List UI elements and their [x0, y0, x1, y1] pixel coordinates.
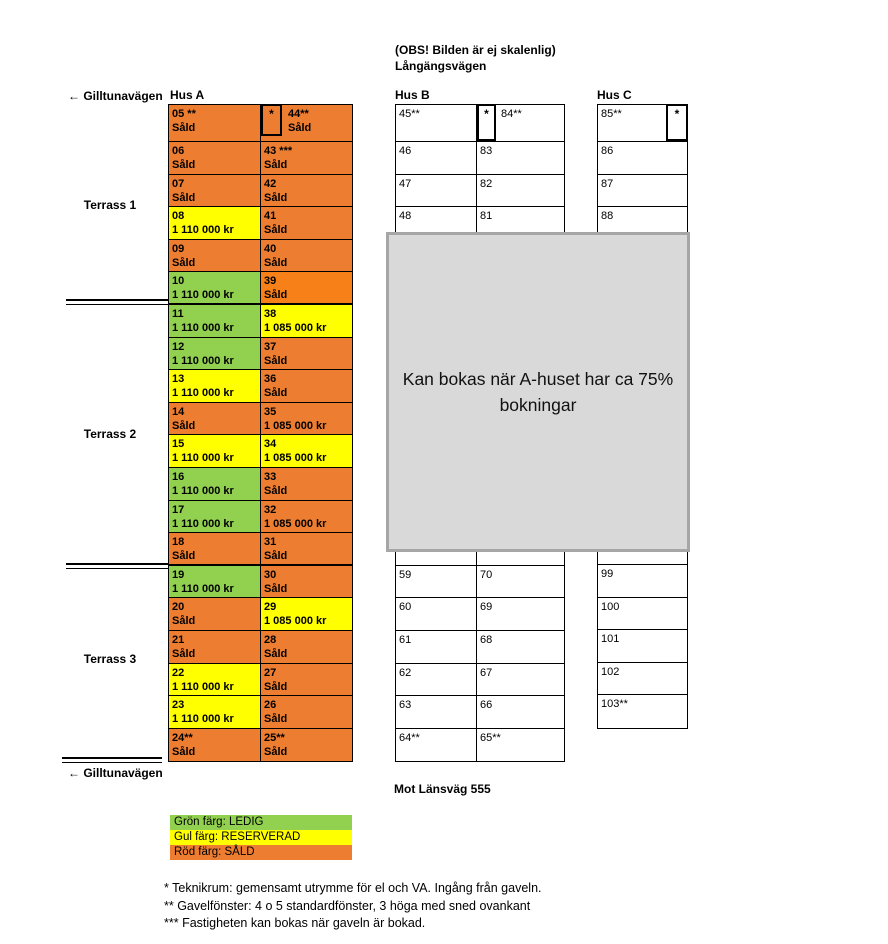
unit-number: 26 — [264, 699, 277, 712]
unit-cell — [598, 663, 687, 695]
unit-cell — [261, 468, 352, 500]
unit-cell — [396, 631, 477, 663]
unit-status: Såld — [172, 745, 196, 758]
unit-status: Såld — [172, 159, 196, 171]
unit-cell — [169, 664, 261, 696]
hus-b-row — [396, 566, 564, 599]
hus-a-row — [169, 664, 352, 697]
unit-cell — [169, 566, 261, 598]
unit-cell — [169, 533, 261, 564]
unit-number: 65** — [480, 731, 501, 744]
unit-cell — [477, 105, 564, 141]
footnote-line: *** Fastigheten kan bokas när gaveln är bokad. — [164, 916, 426, 930]
unit-cell — [396, 696, 477, 728]
unit-cell — [261, 105, 352, 141]
unit-number: 10 — [172, 275, 185, 288]
unit-cell — [477, 566, 564, 598]
hus-c-title: Hus C — [597, 88, 632, 102]
unit-cell — [261, 664, 352, 696]
hus-a-row — [169, 305, 352, 338]
unit-cell — [598, 598, 687, 630]
unit-status: Såld — [264, 289, 288, 302]
footnotes — [164, 880, 542, 933]
hus-a-row — [169, 631, 352, 664]
legend-row: Röd färg: SÅLD — [170, 845, 352, 860]
unit-cell — [169, 598, 261, 630]
hus-c-row — [598, 663, 687, 696]
unit-cell — [396, 175, 477, 207]
unit-cell — [169, 403, 261, 435]
terrace-separator-1 — [66, 299, 168, 305]
unit-status: Såld — [172, 647, 196, 660]
unit-status: Såld — [264, 680, 288, 693]
unit-cell — [261, 338, 352, 370]
unit-number: 06 — [172, 145, 185, 157]
hus-c-row — [598, 695, 687, 728]
hus-c-row — [598, 105, 687, 142]
asterisk-icon: * — [269, 107, 274, 121]
hus-a-row — [169, 338, 352, 371]
unit-cell — [261, 207, 352, 239]
hus-a-row — [169, 370, 352, 403]
unit-cell — [477, 175, 564, 207]
hus-b-title: Hus B — [395, 88, 430, 102]
unit-cell — [169, 501, 261, 533]
street-label-langangsvagen: Långängsvägen — [395, 59, 487, 73]
unit-cell — [261, 142, 352, 174]
unit-number: 81 — [480, 210, 493, 223]
unit-number: 28 — [264, 633, 277, 646]
unit-status: 1 085 000 kr — [264, 321, 327, 334]
unit-number: 15 — [172, 438, 185, 451]
unit-status: Såld — [264, 550, 288, 563]
unit-cell — [169, 175, 261, 207]
unit-number: 17 — [172, 503, 185, 516]
unit-status: 1 110 000 kr — [172, 387, 234, 400]
unit-number: 25** — [264, 731, 285, 744]
unit-status: Såld — [172, 419, 196, 432]
unit-cell — [169, 370, 261, 402]
unit-status: Såld — [288, 122, 312, 134]
unit-cell — [261, 305, 352, 337]
unit-cell — [169, 338, 261, 370]
unit-cell — [261, 533, 352, 564]
hus-a-row — [169, 468, 352, 501]
unit-cell — [598, 105, 687, 141]
unit-number: 100 — [601, 600, 620, 613]
terrace-2-label: Terrass 2 — [83, 427, 137, 441]
unit-cell — [477, 598, 564, 630]
unit-number: 43 *** — [264, 145, 293, 157]
hus-b-row — [396, 142, 564, 175]
unit-status: 1 110 000 kr — [172, 224, 234, 237]
unit-number: 66 — [480, 699, 493, 712]
unit-status: 1 110 000 kr — [172, 713, 234, 726]
asterisk-icon: * — [484, 107, 489, 121]
terrace-1-label: Terrass 1 — [83, 198, 137, 212]
hus-a-row — [169, 207, 352, 240]
unit-number: 60 — [399, 601, 412, 614]
unit-status: 1 110 000 kr — [172, 680, 234, 693]
unit-number: 68 — [480, 633, 493, 646]
unit-number: 07 — [172, 177, 185, 190]
hus-a-row — [169, 566, 352, 599]
unit-status: 1 110 000 kr — [172, 484, 234, 497]
unit-number: 87 — [601, 177, 614, 190]
unit-status: Såld — [264, 484, 288, 497]
unit-number: 08 — [172, 210, 185, 223]
teknikrum-star-cell — [261, 105, 282, 136]
unit-cell — [396, 566, 477, 598]
unit-cell — [598, 630, 687, 662]
unit-number: 62 — [399, 666, 412, 679]
unit-number: 12 — [172, 340, 185, 353]
unit-number: 82 — [480, 177, 493, 190]
unit-number: 61 — [399, 633, 412, 646]
unit-number: 88 — [601, 210, 614, 223]
unit-status: 1 110 000 kr — [172, 582, 234, 595]
unit-status: Såld — [264, 745, 288, 758]
unit-status: Såld — [264, 224, 288, 237]
unit-cell — [169, 105, 261, 141]
unit-cell — [169, 435, 261, 467]
unit-cell — [396, 142, 477, 174]
hus-a-row — [169, 142, 352, 175]
unit-cell — [598, 175, 687, 207]
booking-condition-overlay — [386, 232, 690, 552]
unit-number: 14 — [172, 405, 185, 418]
unit-cell — [261, 175, 352, 207]
terrace-separator-3 — [62, 757, 162, 763]
unit-status: Såld — [172, 256, 196, 269]
unit-cell — [169, 240, 261, 272]
unit-cell — [598, 695, 687, 728]
unit-status: 1 110 000 kr — [172, 321, 234, 334]
unit-status: Såld — [264, 387, 288, 400]
hus-c-row — [598, 565, 687, 598]
unit-number: 47 — [399, 177, 412, 190]
unit-cell — [261, 370, 352, 402]
unit-cell — [261, 566, 352, 598]
unit-cell — [169, 696, 261, 728]
unit-cell — [169, 468, 261, 500]
hus-a-row — [169, 175, 352, 208]
unit-number: 20 — [172, 601, 185, 614]
unit-cell — [261, 598, 352, 630]
unit-number: 39 — [264, 275, 277, 288]
unit-cell — [477, 631, 564, 663]
hus-b-row — [396, 175, 564, 208]
unit-number: 31 — [264, 536, 277, 549]
road-label-gilltunavagen-top: ← Gilltunavägen — [68, 89, 163, 103]
hus-c-row — [598, 142, 687, 175]
unit-cell — [261, 272, 352, 303]
booking-condition-text: Kan bokas när A-huset har ca 75% bokningar — [402, 368, 674, 415]
unit-number: 09 — [172, 242, 185, 255]
unit-cell — [169, 142, 261, 174]
unit-cell — [396, 729, 477, 762]
unit-number: 37 — [264, 340, 277, 353]
hus-b-row — [396, 105, 564, 142]
unit-number: 35 — [264, 405, 277, 418]
unit-status: 1 110 000 kr — [172, 517, 234, 530]
unit-cell — [477, 142, 564, 174]
unit-status: Såld — [172, 550, 196, 563]
unit-cell — [598, 565, 687, 597]
unit-number: 70 — [480, 568, 493, 581]
unit-number: 67 — [480, 666, 493, 679]
unit-number: 102 — [601, 665, 620, 678]
hus-a-table — [168, 104, 353, 762]
unit-number: 64** — [399, 731, 420, 744]
unit-cell — [169, 631, 261, 663]
hus-b-row — [396, 664, 564, 697]
hus-a-title: Hus A — [170, 88, 205, 102]
unit-number: 38 — [264, 307, 277, 320]
hus-a-row — [169, 729, 352, 762]
unit-number: 86 — [601, 145, 614, 157]
unit-number: 27 — [264, 666, 277, 679]
unit-cell — [261, 501, 352, 533]
hus-a-row — [169, 105, 352, 142]
unit-status: Såld — [264, 647, 288, 660]
hus-c-row — [598, 598, 687, 631]
unit-status: Såld — [264, 191, 288, 204]
unit-cell — [261, 696, 352, 728]
unit-status: Såld — [172, 191, 196, 204]
hus-a-row — [169, 240, 352, 273]
unit-status: Såld — [172, 122, 196, 134]
unit-status: Såld — [264, 354, 288, 367]
hus-b-row — [396, 696, 564, 729]
unit-number: 46 — [399, 145, 412, 157]
hus-a-row — [169, 272, 352, 305]
unit-cell — [169, 207, 261, 239]
unit-number: 11 — [172, 307, 184, 320]
unit-number: 34 — [264, 438, 277, 451]
hus-b-row — [396, 598, 564, 631]
hus-a-row — [169, 696, 352, 729]
unit-cell — [169, 272, 261, 303]
unit-number: 84** — [501, 108, 522, 120]
unit-number: 85** — [601, 108, 622, 120]
terrace-separator-2 — [66, 563, 168, 569]
legend-row: Grön färg: LEDIG — [170, 815, 352, 830]
unit-status: Såld — [264, 159, 288, 171]
unit-status: Såld — [264, 713, 288, 726]
unit-cell — [477, 729, 564, 762]
hus-a-row — [169, 501, 352, 534]
unit-number: 59 — [399, 568, 412, 581]
unit-status: 1 085 000 kr — [264, 517, 327, 530]
unit-number: 42 — [264, 177, 277, 190]
unit-number: 101 — [601, 633, 620, 646]
unit-number: 29 — [264, 601, 277, 614]
unit-number: 16 — [172, 470, 185, 483]
unit-number: 33 — [264, 470, 277, 483]
hus-a-row — [169, 598, 352, 631]
terrace-3-label: Terrass 3 — [83, 652, 137, 666]
unit-number: 13 — [172, 373, 185, 386]
hus-c-row — [598, 630, 687, 663]
unit-number: 45** — [399, 108, 420, 120]
teknikrum-star-cell — [666, 105, 687, 141]
unit-number: 63 — [399, 699, 412, 712]
unit-number: 30 — [264, 568, 277, 581]
legend-row: Gul färg: RESERVERAD — [170, 830, 352, 845]
hus-a-row — [169, 403, 352, 436]
unit-status: 1 110 000 kr — [172, 289, 234, 302]
unit-number: 103** — [601, 698, 628, 711]
hus-c-row — [598, 175, 687, 208]
unit-cell — [169, 729, 261, 762]
unit-status: 1 085 000 kr — [264, 419, 327, 432]
unit-cell — [396, 598, 477, 630]
hus-a-row — [169, 435, 352, 468]
unit-number: 18 — [172, 536, 185, 549]
unit-number: 48 — [399, 210, 412, 223]
unit-number: 99 — [601, 568, 614, 581]
unit-cell — [598, 142, 687, 174]
unit-cell — [477, 664, 564, 696]
unit-cell — [261, 240, 352, 272]
asterisk-icon: * — [674, 107, 680, 121]
unit-number: 21 — [172, 633, 185, 646]
unit-number: 24** — [172, 731, 193, 744]
unit-cell — [396, 105, 477, 141]
hus-b-row — [396, 631, 564, 664]
unit-cell — [261, 435, 352, 467]
unit-status: Såld — [172, 615, 196, 628]
road-label-lansvag-555: Mot Länsväg 555 — [394, 782, 491, 796]
unit-number: 23 — [172, 699, 185, 712]
unit-cell — [261, 631, 352, 663]
unit-number: 05 ** — [172, 108, 196, 120]
unit-cell — [261, 403, 352, 435]
hus-b-row — [396, 729, 564, 762]
unit-number: 19 — [172, 568, 185, 581]
footnote-line: * Teknikrum: gemensamt utrymme för el och VA. Ingång från gaveln. — [164, 881, 542, 895]
legend — [170, 815, 352, 860]
unit-status: 1 110 000 kr — [172, 354, 234, 367]
unit-number: 69 — [480, 601, 493, 614]
unit-cell — [261, 729, 352, 762]
unit-number: 44** — [288, 108, 309, 120]
unit-number: 22 — [172, 666, 185, 679]
teknikrum-star-cell — [477, 105, 496, 141]
unit-cell — [169, 305, 261, 337]
unit-status: 1 085 000 kr — [264, 452, 327, 465]
unit-number: 83 — [480, 145, 493, 157]
scale-note: (OBS! Bilden är ej skalenlig) — [395, 43, 556, 57]
hus-a-row — [169, 533, 352, 566]
unit-number: 40 — [264, 242, 277, 255]
footnote-line: ** Gavelfönster: 4 o 5 standardfönster, 3 höga med sned ovankant — [164, 898, 531, 913]
unit-status: Såld — [264, 582, 288, 595]
unit-number: 41 — [264, 210, 277, 223]
unit-status: 1 110 000 kr — [172, 452, 234, 465]
unit-status: Såld — [264, 256, 288, 269]
unit-cell — [396, 664, 477, 696]
unit-number: 36 — [264, 373, 277, 386]
road-label-gilltunavagen-bottom: ← Gilltunavägen — [68, 766, 163, 780]
unit-number: 32 — [264, 503, 277, 516]
unit-cell — [477, 696, 564, 728]
unit-status: 1 085 000 kr — [264, 615, 327, 628]
